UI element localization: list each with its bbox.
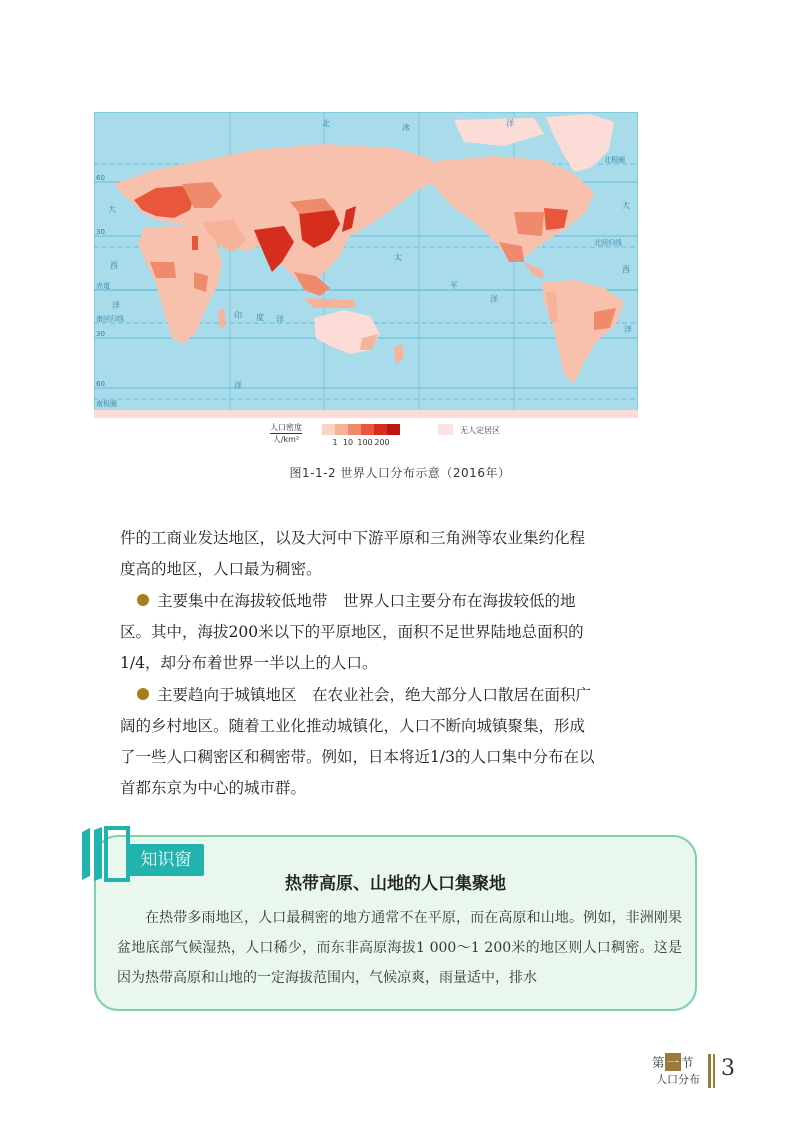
bullet2-text: 在农业社会，绝大部分人口散居在面积广阔的乡村地区。随着工业化推动城镇化，人口不断向城镇聚集，形成了一些人口稠密区和稠密带。例如，日本将近1/3的人口集中分布在以首都东京为中心的城市群。 (120, 686, 595, 797)
label-pacific-2: 平 (450, 281, 458, 290)
bullet-icon (137, 594, 149, 606)
bullet1-title: 主要集中在海拔较低地带 (157, 592, 328, 610)
label-lat-30s: 30 (96, 330, 105, 338)
map-svg (94, 112, 638, 418)
footer-section-suffix: 节 (681, 1055, 694, 1070)
legend-tick-label: 1 (332, 438, 338, 447)
label-atlantic-right: 大 (622, 201, 630, 210)
label-atlantic-left3: 洋 (112, 301, 120, 310)
label-arctic-2: 冰 (402, 123, 410, 132)
legend-swatch (374, 424, 387, 435)
legend-swatch (335, 424, 348, 435)
legend-title-line2: 人/km² (270, 433, 302, 445)
label-lat-60n: 60 (96, 174, 105, 182)
bullet-paragraph-1 (120, 586, 600, 679)
bullet2-title: 主要趋向于城镇地区 (157, 686, 297, 704)
usa-medium (514, 212, 544, 236)
label-indian-3: 洋 (276, 315, 284, 324)
label-arctic-circle: 北极圈 (604, 156, 625, 164)
footer-section (652, 1053, 694, 1071)
footer-divider-icon (708, 1054, 718, 1088)
knowledge-window-label: 知识窗 (128, 844, 204, 876)
legend-title-line1: 人口密度 (270, 423, 302, 432)
legend-tick-label: 100 (357, 438, 373, 447)
legend-title (270, 422, 302, 445)
label-antarctic-circle: 南极圈 (96, 400, 117, 408)
label-tropic-capricorn: 南回归线 (96, 315, 124, 323)
label-southern-ocean: 洋 (234, 381, 242, 390)
label-atlantic-left2: 西 (110, 261, 118, 270)
paragraph-1: 件的工商业发达地区，以及大河中下游平原和三角洲等农业集约化程度高的地区，人口最为稠密。 (120, 529, 586, 578)
footer-section-prefix: 第 (652, 1055, 665, 1070)
knowledge-window-text: 在热带多雨地区，人口最稠密的地方通常不在平原，而在高原和山地。例如，非洲刚果盆地底部气候湿热，人口稀少，而东非高原海拔1 000～1 200米的地区则人口稠密。这是因为热带高原和山地的一定海拔范围内，气候凉爽，雨量适中，排水 (117, 910, 682, 986)
footer-section-title: 人口分布 (656, 1073, 700, 1086)
legend-swatch (348, 424, 361, 435)
legend-swatch (387, 424, 400, 435)
legend-tick-label: 200 (374, 438, 390, 447)
label-arctic-1: 北 (322, 119, 330, 128)
bullet-icon (137, 688, 149, 700)
bullet-paragraph-2 (120, 680, 600, 804)
label-tropic-cancer: 北回归线 (594, 239, 622, 247)
figure-caption: 图1-1-2 世界人口分布示意（2016年） (289, 466, 511, 480)
world-population-map (94, 112, 638, 418)
map-legend (270, 420, 570, 460)
label-arctic-3: 洋 (506, 119, 514, 128)
label-indian-2: 度 (256, 313, 264, 322)
legend-swatch (361, 424, 374, 435)
knowledge-window-title: 热带高原、山地的人口集聚地 (285, 874, 506, 894)
label-pacific-3: 洋 (490, 295, 498, 304)
label-atlantic-right2: 西 (622, 265, 630, 274)
no-residence-swatch (438, 424, 453, 435)
legend-swatch (322, 424, 335, 435)
label-equator: 赤道 (96, 282, 110, 290)
label-lat-60s: 60 (96, 380, 105, 388)
footer-section-number: 一 (666, 1055, 680, 1070)
label-lat-30n: 30 (96, 228, 105, 236)
label-indian-1: 印 (234, 311, 242, 320)
no-residence-label: 无人定居区 (460, 426, 500, 435)
label-atlantic-left: 大 (108, 205, 116, 214)
bullet1-text: 世界人口主要分布在海拔较低的地区。其中，海拔200米以下的平原地区，面积不足世界陆地总面积的1/4，却分布着世界一半以上的人口。 (120, 592, 584, 672)
label-atlantic-right3: 洋 (624, 325, 632, 334)
label-pacific-1: 太 (394, 253, 402, 262)
legend-tick-label: 10 (342, 438, 354, 447)
antarctica (94, 410, 638, 418)
page-number: 3 (721, 1056, 735, 1081)
nile (192, 236, 198, 250)
